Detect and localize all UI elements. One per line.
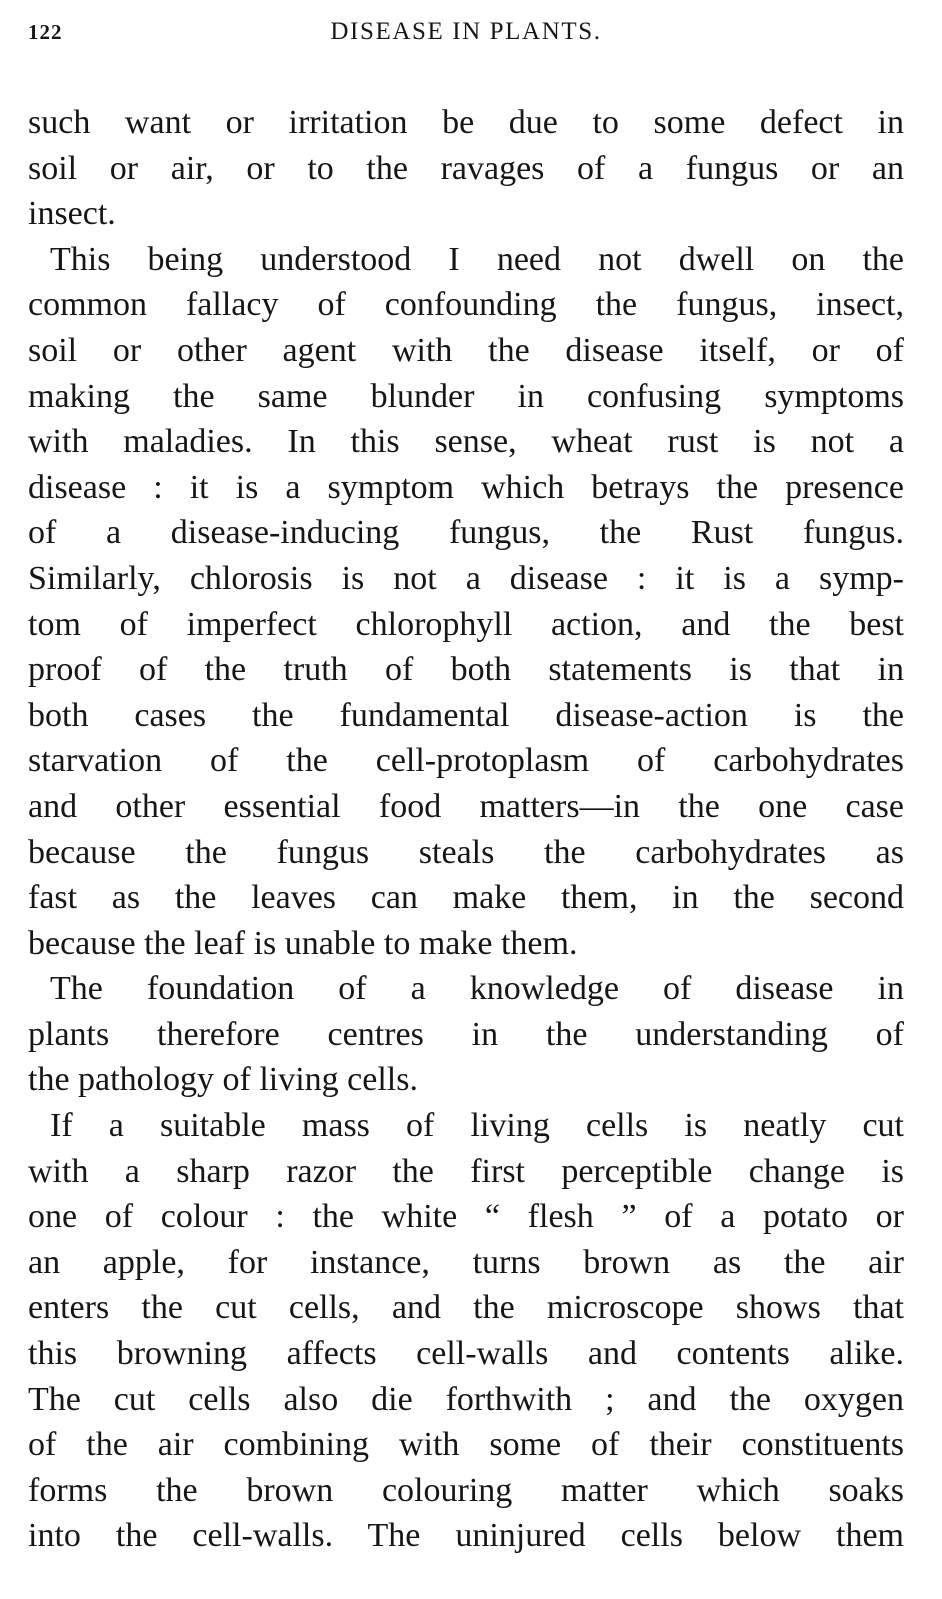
text-line: of a disease-inducing fungus, the Rust fungus. <box>28 514 904 552</box>
text-line: with a sharp razor the first perceptible change is <box>28 1152 904 1190</box>
text-line: starvation of the cell-protoplasm of carbohydrates <box>28 742 904 780</box>
text-line: soil or air, or to the ravages of a fungus or an <box>28 149 904 187</box>
text-line: the pathology of living cells. <box>28 1061 418 1099</box>
running-head <box>28 14 904 58</box>
text-line: insect. <box>28 195 116 233</box>
text-line: because the leaf is unable to make them. <box>28 924 578 962</box>
text-line: because the fungus steals the carbohydrates as <box>28 833 904 871</box>
text-line: This being understood I need not dwell on the <box>50 240 904 278</box>
text-line: with maladies. In this sense, wheat rust is not a <box>28 423 904 461</box>
text-line: and other essential food matters—in the one case <box>28 787 904 825</box>
text-line: The foundation of a knowledge of disease in <box>50 970 904 1008</box>
text-line: fast as the leaves can make them, in the second <box>28 879 904 917</box>
text-line: one of colour : the white “ flesh ” of a potato or <box>28 1198 904 1236</box>
text-line: of the air combining with some of their constituents <box>28 1426 904 1464</box>
text-line: into the cell-walls. The uninjured cells below them <box>28 1517 904 1555</box>
paragraph <box>28 1103 904 1559</box>
text-line: common fallacy of confounding the fungus, insect, <box>28 286 904 324</box>
text-line: such want or irritation be due to some defect in <box>28 104 904 141</box>
text-line: enters the cut cells, and the microscope shows that <box>28 1289 904 1327</box>
body-text <box>28 100 904 1559</box>
text-line: Similarly, chlorosis is not a disease : it is a symp- <box>28 559 904 597</box>
text-line: The cut cells also die forthwith ; and the oxygen <box>28 1380 904 1418</box>
page-number: 122 <box>28 20 63 44</box>
text-line: soil or other agent with the disease itself, or of <box>28 331 904 369</box>
text-line: If a suitable mass of living cells is neatly cut <box>50 1107 904 1145</box>
text-line: plants therefore centres in the understanding of <box>28 1015 904 1053</box>
text-line: making the same blunder in confusing symptoms <box>28 377 904 415</box>
text-line: disease : it is a symptom which betrays the presence <box>28 468 904 506</box>
paragraph <box>28 100 904 237</box>
text-line: both cases the fundamental disease-action is the <box>28 696 904 734</box>
paragraph <box>28 966 904 1103</box>
running-title: DISEASE IN PLANTS. <box>330 18 602 45</box>
text-line: tom of imperfect chlorophyll action, and the best <box>28 605 904 643</box>
paragraph <box>28 237 904 967</box>
text-line: an apple, for instance, turns brown as the air <box>28 1243 904 1281</box>
text-line: proof of the truth of both statements is that in <box>28 651 904 689</box>
text-line: forms the brown colouring matter which soaks <box>28 1471 904 1509</box>
book-page <box>28 14 904 1559</box>
text-line: this browning affects cell-walls and contents alike. <box>28 1335 904 1373</box>
